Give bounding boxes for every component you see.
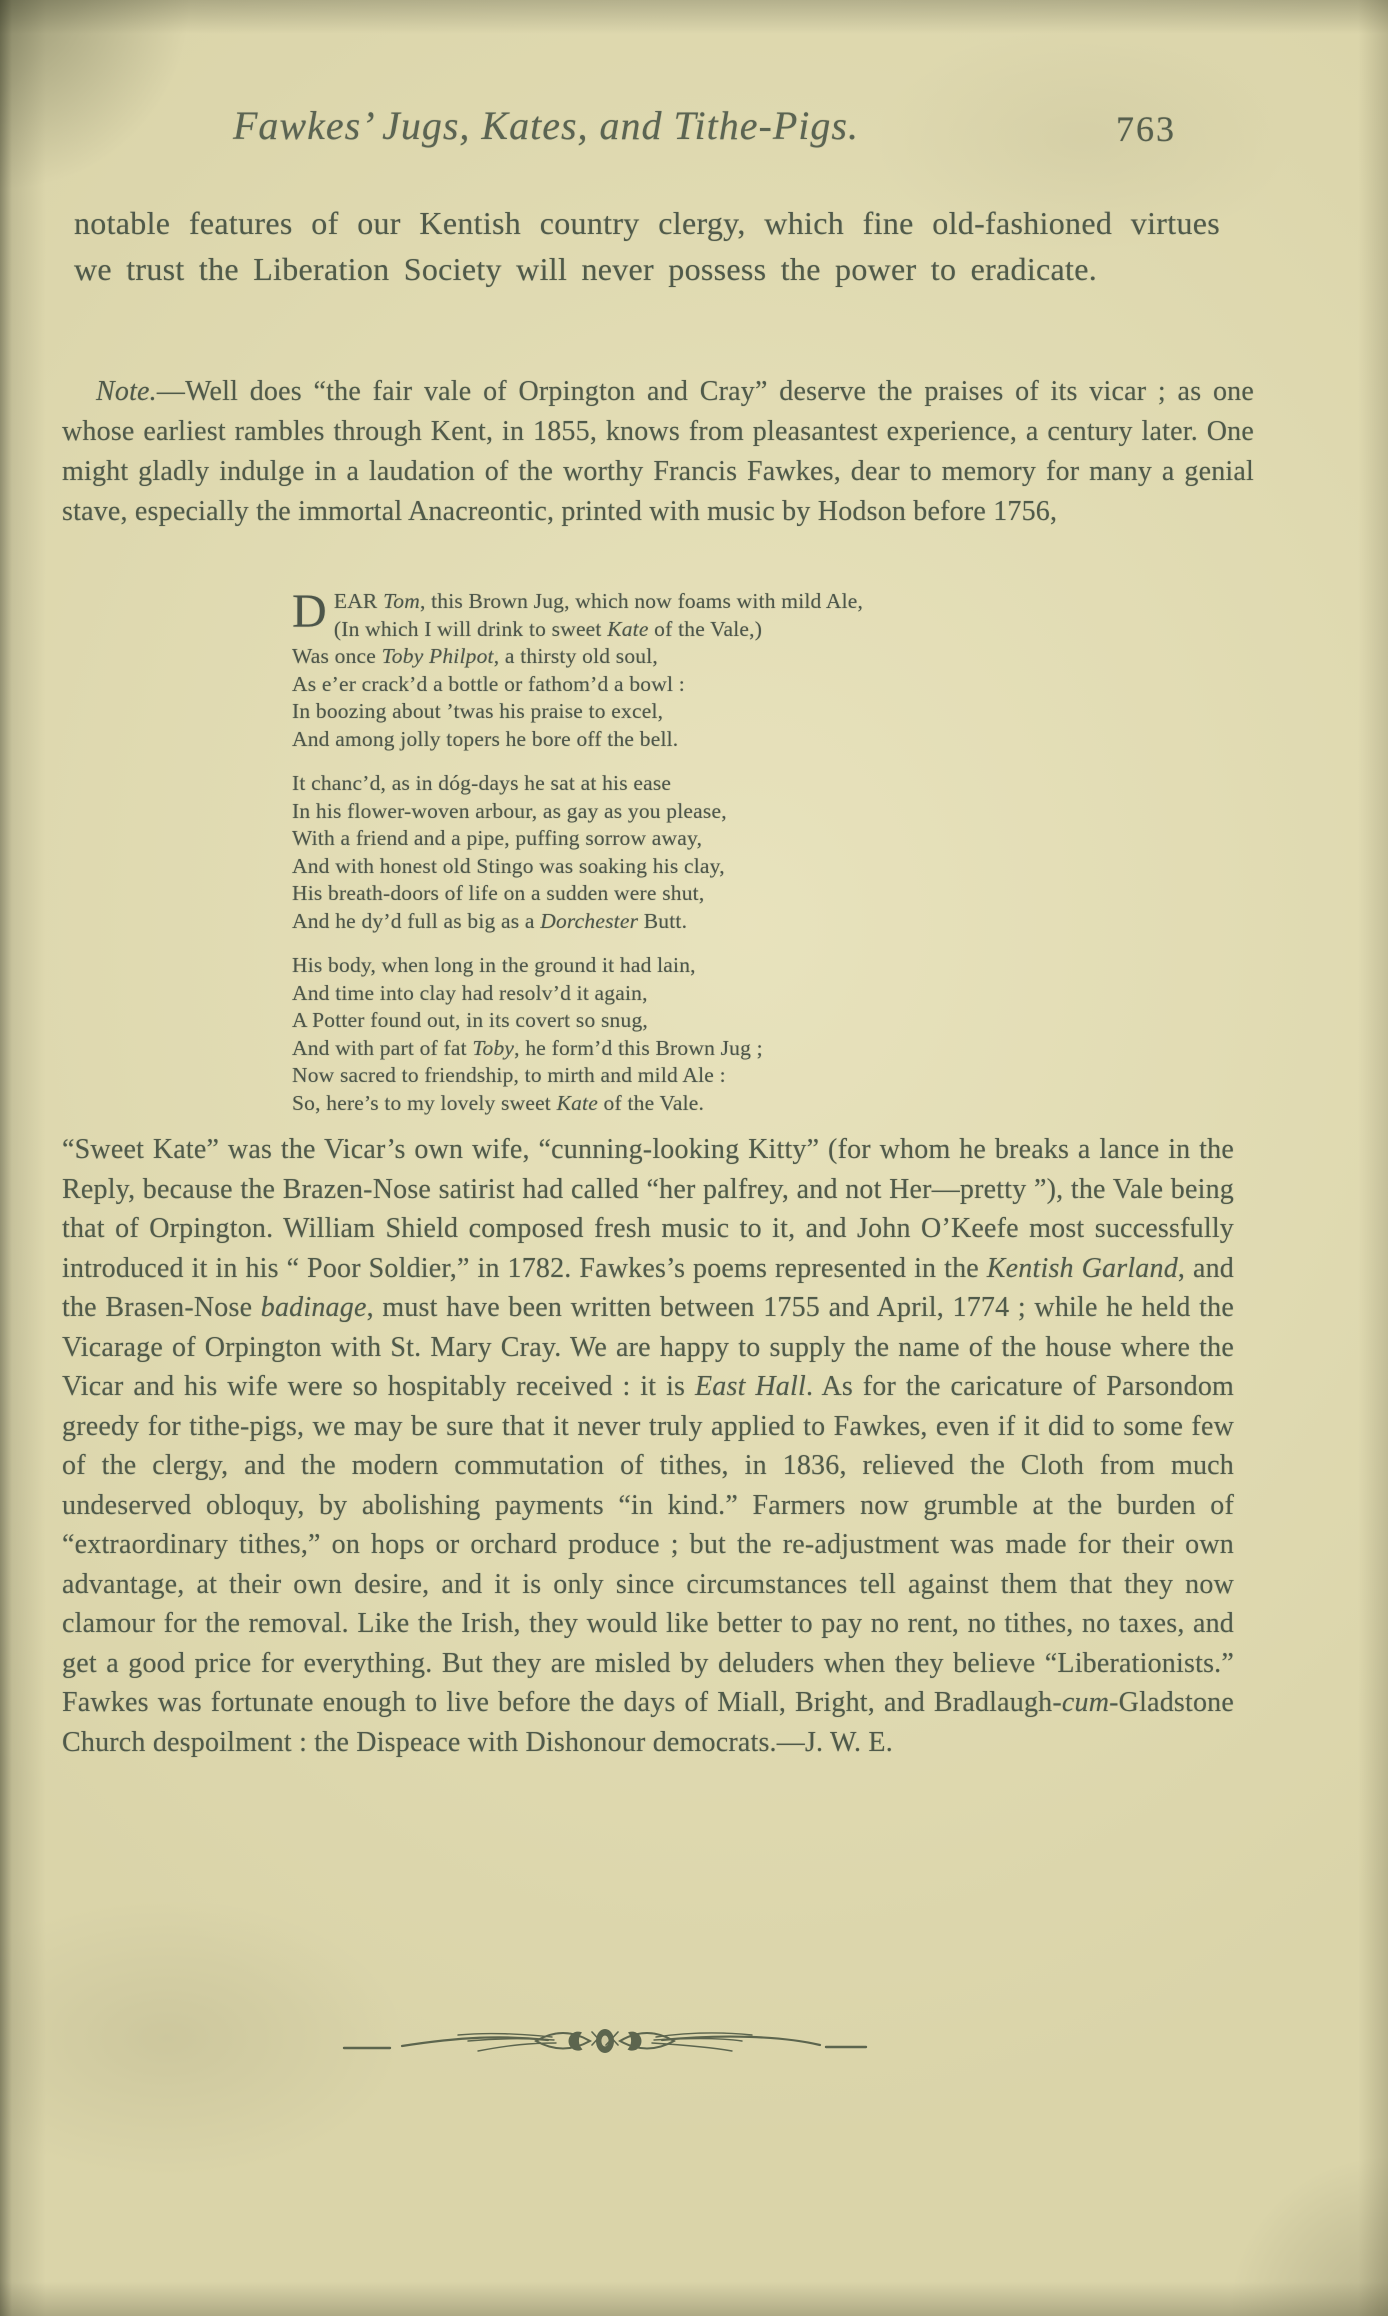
intro-paragraph: notable features of our Kentish country clergy, which fine old-fashioned virtues we trust the Liberation Society will never possess the power to eradicate. xyxy=(74,205,1220,287)
running-header-title: Fawkes’ Jugs, Kates, and Tithe-Pigs. xyxy=(233,103,859,148)
tailpiece-ornament-icon xyxy=(338,2010,872,2068)
poem-stanza-1 xyxy=(292,585,952,753)
anacreontic-poem xyxy=(292,585,952,1134)
poem-stanza-2: It chanc’d, as in dóg-days he sat at his ease In his flower-woven arbour, as gay as you please, With a friend and a pipe, puffing sorrow away, And with honest old Stingo was soaking his clay, His breath-doors of life on a sudden were shut, And he dy’d full as big as a Dorchester Butt. xyxy=(292,771,727,933)
page-number: 763 xyxy=(1116,109,1176,149)
note-paragraph: Note.—Well does “the fair vale of Orpington and Cray” deserve the praises of its vicar ; as one whose earliest rambles through Kent, in 1855, knows from pleasantest experience, a century later. One might gladly indulge in a laudation of the worthy Francis Fawkes, dear to memory for many a genial stave, especially the immortal Anacreontic, printed with music by Hodson before 1756, xyxy=(62,376,1254,527)
closing-note-paragraph: “Sweet Kate” was the Vicar’s own wife, “cunning-looking Kitty” (for whom he breaks a lance in the Reply, because the Brazen-Nose satirist had called “her palfrey, and not Her—pretty ”), the Vale being that of Orpington. William Shield composed fresh music to it, and John O’Keefe most successfully introduced it in his “ Poor Soldier,” in 1782. Fawkes’s poems represented in the Kentish Garland, and the Brasen-Nose badinage, must have been written between 1755 and April, 1774 ; while he held the Vicarage of Orpington with St. Mary Cray. We are happy to supply the name of the house where the Vicar and his wife were so hospitably received : it is East Hall. As for the caricature of Parsondom greedy for tithe-pigs, we may be sure that it never truly applied to Fawkes, even if it did to some few of the clergy, and the modern commutation of tithes, in 1836, relieved the Cloth from much undeserved obloquy, by abolishing payments “in kind.” Farmers now grumble at the burden of “extraordinary tithes,” on hops or orchard produce ; but the re-adjustment was made for their own advantage, at their own desire, and it is only since circumstances tell against them that they now clamour for the removal. Like the Irish, they would like better to pay no rent, no tithes, no taxes, and get a good price for everything. But they are misled by deluders when they believe “Liberationists.” Fawkes was fortunate enough to live before the days of Miall, Bright, and Bradlaugh-cum-Gladstone Church despoilment : the Dispeace with Dishonour democrats.—J. W. E. xyxy=(62,1134,1234,1758)
poem-stanza-3: His body, when long in the ground it had lain, And time into clay had resolv’d it again, A Potter found out, in its covert so snug, And with part of fat Toby, he form’d this Brown Jug ; Now sacred to friendship, to mirth and mild Ale : So, here’s to my lovely sweet Kate of the Vale. xyxy=(292,953,763,1115)
poem-stanza-1-lines: EAR Tom, this Brown Jug, which now foams with mild Ale, (In which I will drink to sweet Kate of the Vale,) Was once Toby Philpot, a thirsty old soul, As e’er crack’d a bottle or fathom’d a bowl : In boozing about ’twas his praise to excel, And among jolly topers he bore off the bell. xyxy=(292,589,864,751)
dropcap-initial: D xyxy=(292,585,327,638)
